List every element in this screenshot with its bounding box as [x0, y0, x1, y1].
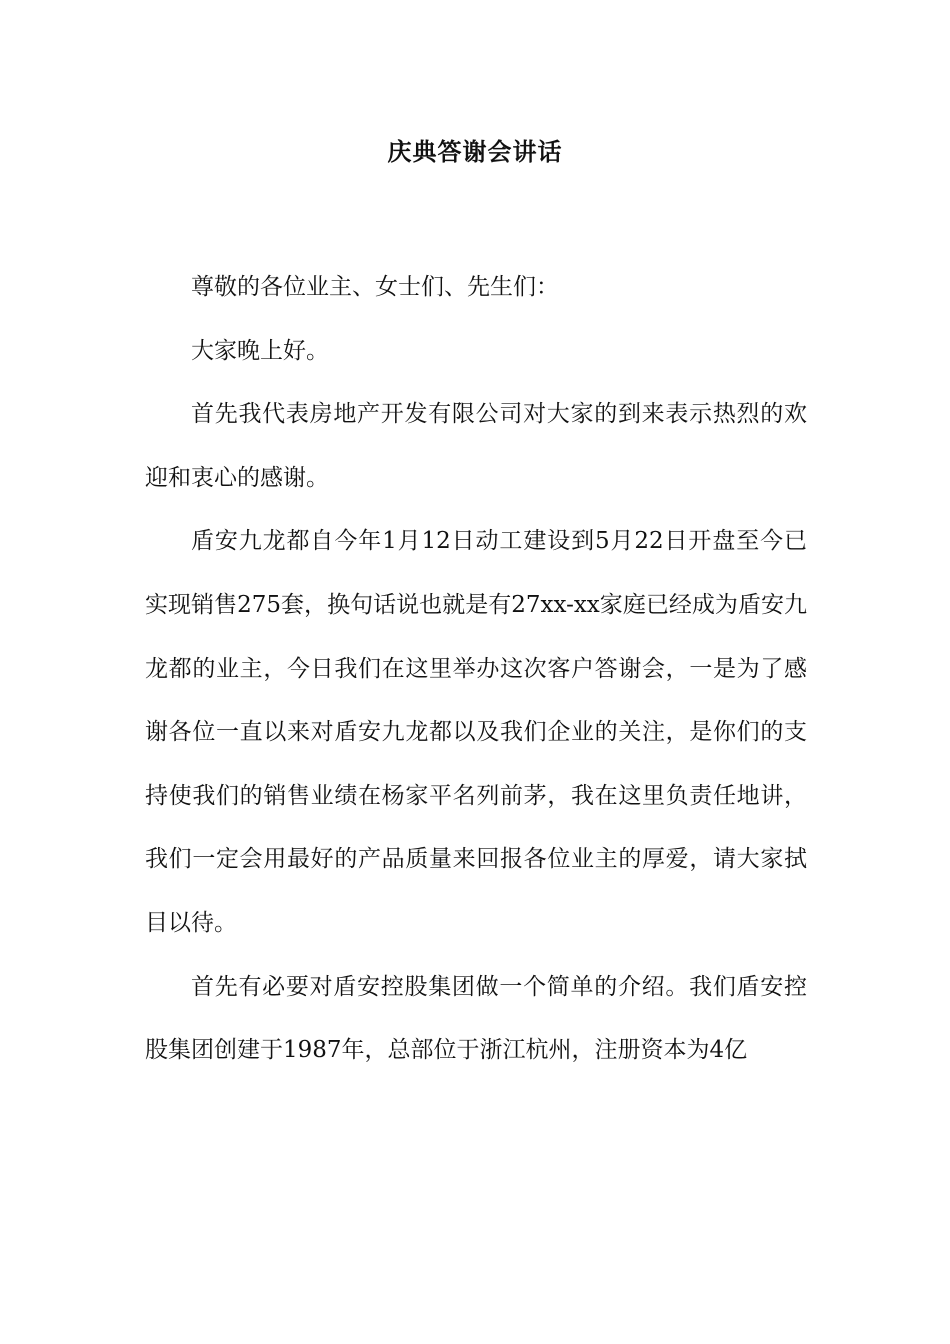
paragraph-welcome: 首先我代表房地产开发有限公司对大家的到来表示热烈的欢迎和衷心的感谢。 — [145, 401, 807, 491]
paragraph-sales: 盾安九龙都自今年1月12日动工建设到5月22日开盘至今已实现销售275套，换句话说也就是有27xx-xx家庭已经成为盾安九龙都的业主，今日我们在这里举办这次客户答谢会，一是为了感谢各位一直以来对盾安九龙都以及我们企业的关注，是你们的支持使我们的销售业绩在杨家平名列前茅，我在这里负责任地讲，我们一定会用最好的产品质量来回报各位业主的厚爱，请大家拭目以待。 — [145, 528, 807, 936]
document-title: 庆典答谢会讲话 — [387, 137, 563, 166]
document-body — [145, 256, 807, 1083]
paragraph-greeting: 大家晚上好。 — [191, 337, 329, 364]
paragraph-salutation: 尊敬的各位业主、女士们、先生们： — [191, 274, 559, 300]
paragraph-company-intro: 首先有必要对盾安控股集团做一个简单的介绍。我们盾安控股集团创建于1987年，总部位于浙江杭州，注册资本为4亿 — [145, 973, 807, 1064]
